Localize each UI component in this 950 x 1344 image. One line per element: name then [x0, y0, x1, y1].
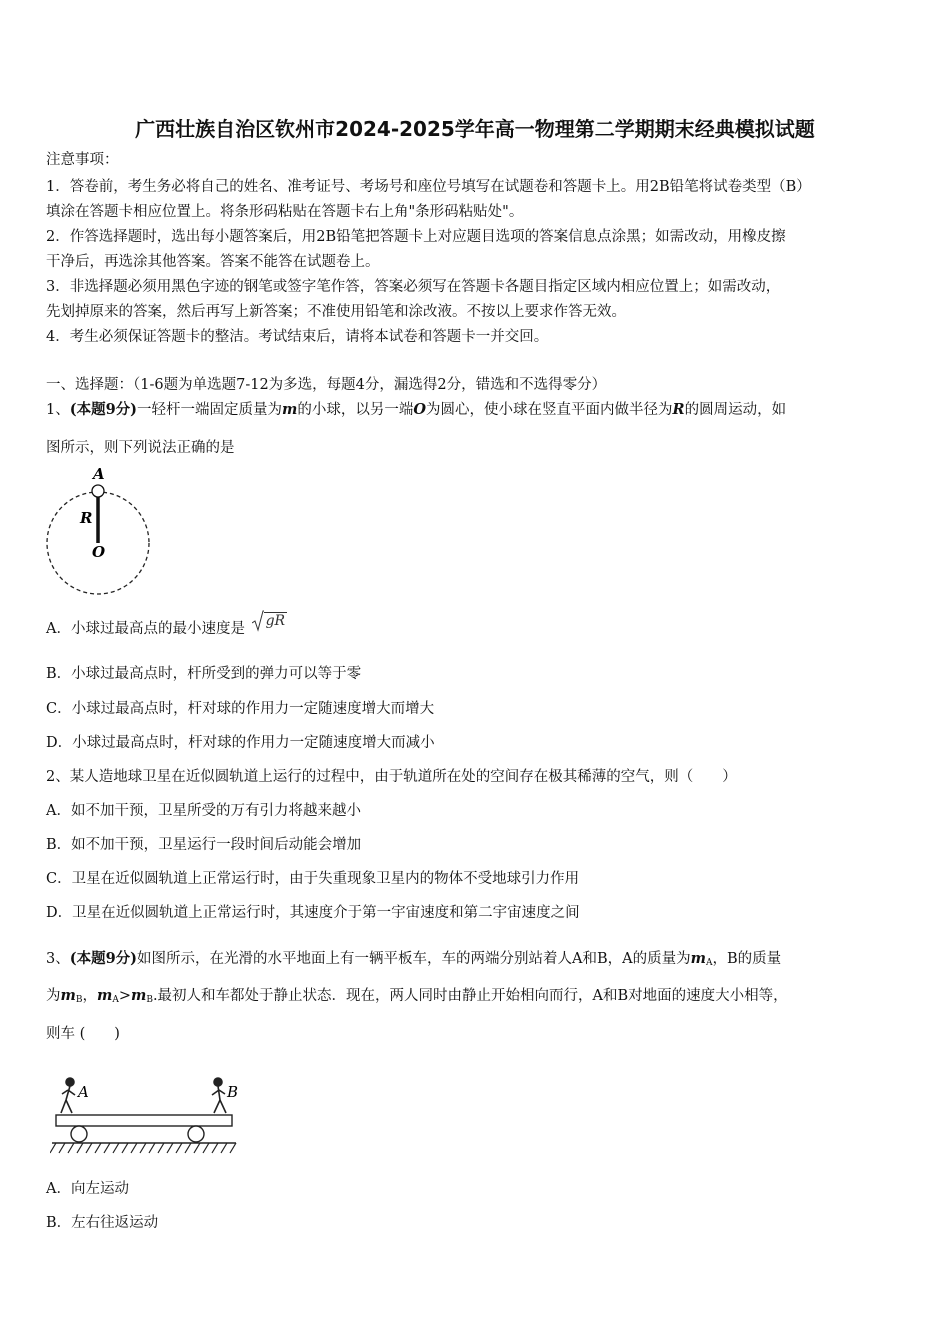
- sqrt-content: gR: [265, 613, 286, 629]
- ground-hatch: [50, 1143, 236, 1153]
- q1-var-o: O: [413, 401, 427, 418]
- q3-text: 为: [46, 988, 61, 1004]
- q3-stem-line1: [46, 949, 781, 973]
- q3-cart-figure: [50, 1070, 245, 1162]
- q1-stem-line1: [46, 400, 786, 420]
- notice-line: 4．考生必须保证答题卡的整洁。考试结束后，请将本试卷和答题卡一并交回。: [46, 329, 549, 345]
- q3-sub-a: A: [706, 958, 713, 968]
- notice-line: 干净后，再选涂其他答案。答案不能答在试题卷上。: [46, 254, 380, 270]
- q1-text: 的小球，以另一端: [297, 402, 414, 418]
- q1-option-d: D．小球过最高点时，杆对球的作用力一定随速度增大而减小: [46, 735, 435, 751]
- wheel-left: [71, 1126, 87, 1142]
- q2-option-b: B．如不加干预，卫星运行一段时间后动能会增加: [46, 837, 362, 853]
- q3-number: 3、: [46, 951, 70, 967]
- q2-option-a: A．如不加干预，卫星所受的万有引力将越来越小: [46, 803, 361, 819]
- person-b-icon: [212, 1078, 226, 1113]
- wheel-right: [188, 1126, 204, 1142]
- q3-sub-b: B: [146, 995, 153, 1005]
- figure-label-b: B: [227, 1083, 239, 1101]
- q1-text: 的圆周运动，如: [684, 402, 787, 418]
- q3-score: (本题9分): [69, 950, 138, 967]
- notice-line: 2．作答选择题时，选出每小题答案后，用2B铅笔把答题卡上对应题目选项的答案信息点涂黑；如需改动，用橡皮擦: [46, 229, 786, 245]
- q3-stem-line2: [46, 986, 788, 1010]
- figure-label-r: R: [80, 509, 93, 527]
- notice-line: 先划掉原来的答案，然后再写上新答案；不准使用铅笔和涂改液。不按以上要求作答无效。: [46, 304, 626, 320]
- notice-line: 填涂在答题卡相应位置上。将条形码粘贴在答题卡右上角"条形码粘贴处"。: [46, 204, 524, 220]
- q2-stem: 2、某人造地球卫星在近似圆轨道上运行的过程中，由于轨道所在处的空间存在极其稀薄的空气，则（ ）: [46, 769, 737, 785]
- q3-stem-line3: 则车 ( ): [46, 1026, 120, 1042]
- q1-score: (本题9分): [69, 401, 138, 418]
- sqrt-sign-icon: [252, 610, 264, 632]
- q3-text: ，: [82, 988, 97, 1004]
- page-title: 广西壮族自治区钦州市2024-2025学年高一物理第二学期期末经典模拟试题: [135, 117, 815, 141]
- person-a-icon: [61, 1078, 75, 1113]
- q1-text: 一轻杆一端固定质量为: [137, 402, 283, 418]
- q2-option-c: C．卫星在近似圆轨道上正常运行时，由于失重现象卫星内的物体不受地球引力作用: [46, 871, 580, 887]
- q3-var-mb: m: [60, 987, 76, 1004]
- q3-option-a: A．向左运动: [46, 1181, 129, 1197]
- q1-var-m: m: [282, 401, 298, 418]
- q3-text: 如图所示，在光滑的水平地面上有一辆平板车，车的两端分别站着人A和B，A的质量为: [137, 951, 691, 967]
- q3-var-ma: m: [96, 987, 113, 1004]
- section-heading: 一、选择题：（1-6题为单选题7-12为多选，每题4分，漏选得2分，错选和不选得零分）: [46, 377, 607, 393]
- q1-option-a: [46, 613, 287, 640]
- q3-sub-a: A: [112, 995, 119, 1005]
- option-text: A．小球过最高点的最小速度是: [46, 621, 245, 637]
- notice-heading: 注意事项：: [46, 152, 119, 168]
- notice-line: 3．非选择题必须用黑色字迹的钢笔或签字笔作答，答案必须写在答题卡各题目指定区域内相应位置上；如需改动，: [46, 279, 781, 295]
- q1-text: 为圆心，使小球在竖直平面内做半径为: [426, 402, 673, 418]
- q3-text: .最初人和车都处于静止状态．现在，两人同时由静止开始相向而行，A和B对地面的速度大小相等，: [152, 988, 788, 1004]
- q3-var-mb: m: [130, 987, 147, 1004]
- sqrt-expression: [252, 610, 288, 632]
- q1-stem-line2: 图所示，则下列说法正确的是: [46, 440, 235, 456]
- figure-label-o: O: [92, 543, 106, 561]
- q3-option-b: B．左右往返运动: [46, 1215, 159, 1231]
- q3-text: ，B的质量: [712, 951, 782, 967]
- q1-number: 1、: [46, 402, 70, 418]
- q1-circle-figure: [40, 465, 160, 595]
- notice-line: 1．答卷前，考生务必将自己的姓名、准考证号、考场号和座位号填写在试题卷和答题卡上。用2B铅笔将试卷类型（B）: [46, 179, 811, 195]
- q1-option-b: B．小球过最高点时，杆所受到的弹力可以等于零: [46, 666, 362, 682]
- figure-label-a: A: [78, 1083, 89, 1101]
- q1-option-c: C．小球过最高点时，杆对球的作用力一定随速度增大而增大: [46, 701, 435, 717]
- q2-option-d: D．卫星在近似圆轨道上正常运行时，其速度介于第一宇宙速度和第二宇宙速度之间: [46, 905, 580, 921]
- q1-var-r: R: [672, 401, 685, 418]
- q3-text: >: [118, 988, 131, 1004]
- figure-label-a: A: [93, 465, 105, 483]
- cart-board: [56, 1115, 232, 1126]
- q3-var-ma: m: [690, 950, 706, 967]
- q3-sub-b: B: [75, 995, 83, 1005]
